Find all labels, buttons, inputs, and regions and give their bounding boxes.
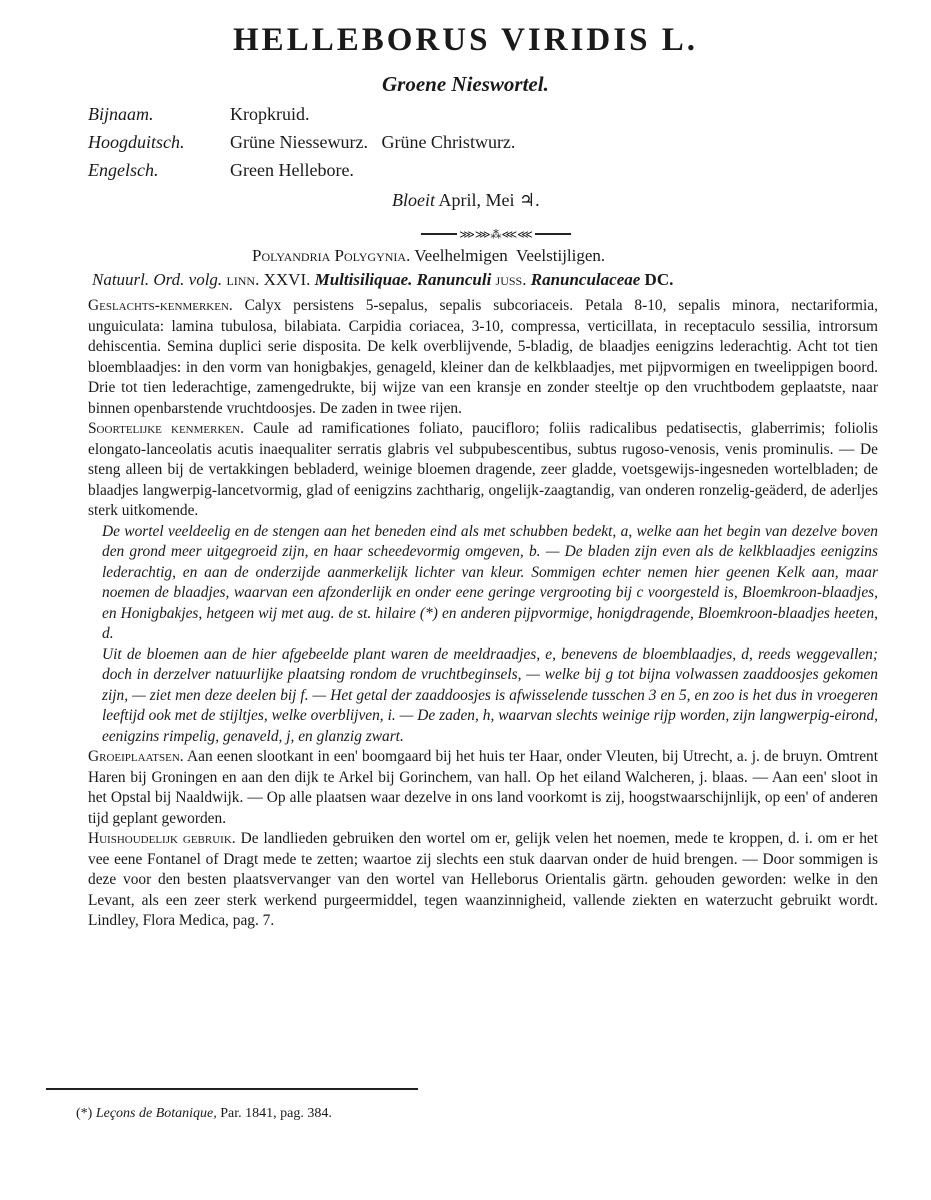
habitat-label: Groeiplaatsen.: [88, 748, 184, 765]
footnote-work: Leçons de Botanique,: [95, 1106, 217, 1121]
order-name: Polygynia.: [334, 246, 411, 265]
class-dutch: Veelhelmigen Veelstijligen.: [414, 246, 606, 265]
habitat-text: Aan eenen slootkant in een' boomgaard bij het huis ter Haar, onder Vleuten, bij Utrecht, a. j. de bruyn. Omtrent Haren bij Groningen en aan den dijk te Arkel bij Gorinchem, van hall. Op het eiland Walcheren, j. blaas. — Aan een' sloot in het Opstal bij Naaldwijk. — Op alle plaatsen waar dezelve in ons land voorkomt is zij, hoogstwaarschijnlijk, op een' of anderen tijd geplant geworden.: [88, 748, 879, 827]
page-title: HELLEBORUS VIRIDIS L.: [233, 22, 698, 58]
dc-abbrev: DC.: [644, 270, 674, 289]
name-value-hoogduitsch: Grüne Niessewurz. Grüne Christwurz.: [230, 132, 516, 152]
natural-order-line: [92, 270, 673, 290]
page-subtitle: Groene Nieswortel.: [382, 72, 549, 96]
footnote-reference: Par. 1841, pag. 384.: [220, 1106, 332, 1121]
linn-order-name: Multisiliquae.: [314, 270, 413, 289]
genus-characters-label: Geslachts-kenmerken.: [88, 297, 233, 314]
species-characters-label: Soortelijke kenmerken.: [88, 420, 244, 437]
perennial-symbol: ♃.: [519, 190, 540, 210]
ornament-line-right: [535, 233, 571, 235]
linn-abbrev: linn.: [226, 270, 260, 289]
species-characters-text: Caule ad ramificationes foliato, paucifloro; foliis radicalibus pedatisectis, glaberrimis; foliolis elongato-lanceolatis acutis inaequaliter serratis glabris vel subpubescentibus, subtus rugoso-venosis, venis prominulis. — De steng alleen bij de vertakkingen bebladerd, weinige bloemen dragende, zeer gladde, voetsgewijs-ingesneden wortelbladen; de blaadjes langwerpig-lancetvormig, glad of eenigzins zachtharig, ongelijk-zaagtandig, van onderen ronzelig-geäderd, de aderljes sterk uitkomende.: [88, 420, 878, 519]
bloei-line: [392, 190, 540, 211]
description-body: [88, 296, 878, 932]
genus-characters-text: Calyx persistens 5-sepalus, sepalis subcoriaceis. Petala 8-10, sepalis minora, nectariformia, unguiculata: lamina tubulosa, bilabiata. Carpidia coriacea, 3-10, compressa, verticillata, in receptaculo sessilia, introrsum dehiscentia. Semina duplici serie disposita. De kelk overblijvende, 5-bladig, de blaadjes eenigzins lederachtig. Acht tot tien bloemblaadjes: in den vorm van honigbakjes, genageld, kleiner dan de kelkblaadjes, met pijpvormigen en tweelippigen boord. Drie tot tien lederachtige, zamengedrukte, bij wijze van een kransje en zonder steeltje op den vruchtbodem geplaatste, naar binnen openbarstende vruchtdoosjes. De zaden in twee rijen.: [88, 297, 878, 417]
dc-order-name: Ranunculaceae: [530, 270, 641, 289]
species-characters-paragraph: [88, 419, 878, 522]
bloei-label: Bloeit: [392, 190, 435, 210]
root-description-paragraph: De wortel veeldeelig en de stengen aan het beneden eind als met schubben bedekt, a, welke aan het begin van dezelve boven den grond meer uitgegroeid zijn, en haar scheedevormig omgeven, b. — De bladen zijn even als de kelkblaadjes eenigzins lederachtig, en aan de onderzijde aanmerkelijk lichter van kleur. Sommigen echter nemen hier geenen Kelk aan, maar noemen de blaadjes, waarvan een afzonderlijk en onder eene geringe vergrooting bij c voorgesteld is, Bloemkroon-blaadjes, en Honigbakjes, hetgeen wij met aug. de st. hilaire (*) en anderen pijpvormige, honigdragende, Bloemkroon-blaadjes heeten, d.: [102, 522, 878, 642]
bloei-months: April, Mei: [438, 190, 515, 210]
household-use-paragraph: [88, 829, 878, 932]
ornament-divider: [421, 228, 571, 240]
habitat-paragraph: [88, 747, 878, 829]
household-use-text: De landlieden gebruiken den wortel om er, gelijk velen het noemen, mede te kroppen, d. i. om er het vee eene Fontanel of Dragt mede te zetten; waartoe zij slechts een stuk daarvan onder de huid brengen. — Door sommigen is deze voor den besten plaatsvervanger van den wortel van Helleborus Orientalis gärtn. gehouden geworden: welke in den Levant, als een zeer sterk werkend purgeermiddel, tegen waanzinnigheid, vallende ziekten en waterzucht gebruikt wordt. Lindley, Flora Medica, pag. 7.: [88, 830, 879, 929]
footnote-rule: [46, 1088, 418, 1090]
name-value-bijnaam: Kropkruid.: [230, 104, 310, 124]
ornament-line-left: [421, 233, 457, 235]
name-label-engelsch: Engelsch.: [88, 160, 159, 180]
genus-characters-paragraph: [88, 296, 878, 419]
flower-description-paragraph: Uit de bloemen aan de hier afgebeelde plant waren de meeldraadjes, e, benevens de bloemblaadjes, d, reeds weggevallen; doch in derzelver natuurlijke plaatsing rondom de vruchtbeginsels, — welke bij g tot bijna volwassen zaaddoosjes gekomen zijn, — ziet men deze deelen bij f. — Het getal der zaaddoosjes is afwisselende tusschen 3 en 5, en zoo is het dus in vroegeren leeftijd ook met de stijltjes, welke overblijven, i. — De zaden, h, waarvan slechts weinige rijp worden, zijn langwerpig-eirond, eenigzins rimpelig, genaveld, j, en glanzig zwart.: [102, 645, 878, 745]
juss-order-name: Ranunculi: [416, 270, 492, 289]
natural-order-lead: Natuurl. Ord. volg.: [92, 270, 223, 289]
juss-abbrev: juss.: [495, 270, 527, 289]
class-name: Polyandria: [252, 246, 331, 265]
footnote: [76, 1106, 332, 1122]
footnote-marker: (*): [76, 1106, 93, 1121]
household-use-label: Huishoudelijk gebruik.: [88, 830, 236, 847]
name-label-bijnaam: Bijnaam.: [88, 104, 154, 124]
name-label-hoogduitsch: Hoogduitsch.: [88, 132, 185, 152]
linnaean-classification: [252, 246, 605, 266]
linn-number: XXVI.: [263, 270, 311, 289]
name-value-engelsch: Green Hellebore.: [230, 160, 354, 180]
ornament-glyph: ⋙⋙⁂⋘⋘: [459, 228, 533, 241]
